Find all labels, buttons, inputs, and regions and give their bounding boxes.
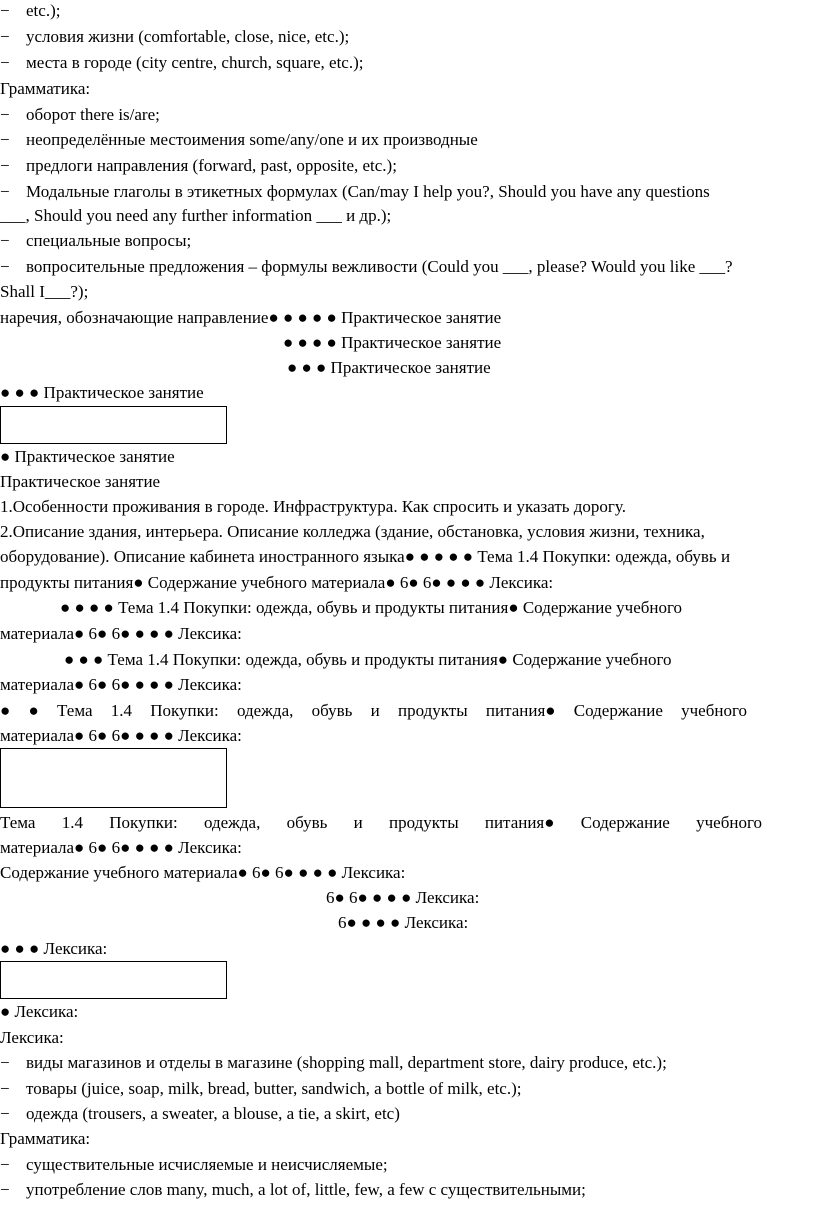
list-item [0, 27, 816, 47]
list-item [0, 105, 816, 125]
text-line: 6● 6● ● ● ● Лексика: [326, 888, 480, 907]
line-text: вопросительные предложения – формулы вежливости (Could you ___, please? Would you like ___? [26, 257, 733, 276]
list-item [0, 1053, 816, 1073]
line-text: одежда (trousers, a sweater, a blouse, a tie, a skirt, etc) [26, 1104, 400, 1123]
dash-marker: − [0, 53, 10, 72]
dash-marker: − [0, 1180, 10, 1199]
list-item [0, 130, 816, 150]
line-text: употребление слов many, much, a lot of, little, few, a few с существительными; [26, 1180, 586, 1199]
dash-marker: − [0, 231, 10, 250]
dash-marker: − [0, 1155, 10, 1174]
text-line: ___, Should you need any further information ___ и др.); [0, 206, 392, 225]
line-text: виды магазинов и отделы в магазине (shopping mall, department store, dairy produce, etc.); [26, 1053, 667, 1072]
dash-marker: − [0, 130, 10, 149]
line-text: неопределённые местоимения some/any/one и их производные [26, 130, 478, 149]
list-item [0, 182, 816, 202]
section-heading: Грамматика: [0, 79, 91, 98]
text-line: материала● 6● 6● ● ● ● Лексика: [0, 624, 242, 643]
text-line: ● ● ● Лексика: [0, 939, 108, 958]
dash-marker: − [0, 1, 10, 20]
line-text: предлоги направления (forward, past, opposite, etc.); [26, 156, 397, 175]
text-line: ● Практическое занятие [0, 447, 175, 466]
text-line: оборудование). Описание кабинета иностранного языка● ● ● ● ● Тема 1.4 Покупки: одежда, обувь и [0, 547, 731, 566]
list-item [0, 1079, 816, 1099]
text-line: наречия, обозначающие направление● ● ● ● ● Практическое занятие [0, 308, 502, 327]
list-item [0, 1180, 816, 1200]
text-line: 2.Описание здания, интерьера. Описание колледжа (здание, обстановка, условия жизни, техника, [0, 522, 705, 541]
empty-frame [0, 406, 227, 444]
line-text: условия жизни (comfortable, close, nice, etc.); [26, 27, 350, 46]
empty-frame [0, 961, 227, 999]
text-line: ● ● ● ● Тема 1.4 Покупки: одежда, обувь и продукты питания● Содержание учебного [60, 598, 683, 617]
text-line: ● ● ● Тема 1.4 Покупки: одежда, обувь и продукты питания● Содержание учебного [64, 650, 672, 669]
text-line: Содержание учебного материала● 6● 6● ● ● ● Лексика: [0, 863, 406, 882]
text-line: продукты питания● Содержание учебного материала● 6● 6● ● ● ● Лексика: [0, 573, 554, 592]
dash-marker: − [0, 27, 10, 46]
list-item [0, 53, 816, 73]
dash-marker: − [0, 182, 10, 201]
dash-marker: − [0, 1079, 10, 1098]
text-line: ● Лексика: [0, 1002, 79, 1021]
text-line: Практическое занятие [0, 472, 161, 491]
list-item [0, 1104, 816, 1124]
section-heading: Грамматика: [0, 1129, 91, 1148]
dash-marker: − [0, 1104, 10, 1123]
list-item [0, 231, 816, 251]
line-text: существительные исчисляемые и неисчисляемые; [26, 1155, 388, 1174]
section-heading: Лексика: [0, 1028, 64, 1047]
text-line: материала● 6● 6● ● ● ● Лексика: [0, 838, 242, 857]
line-text: специальные вопросы; [26, 231, 192, 250]
line-text: места в городе (city centre, church, square, etc.); [26, 53, 364, 72]
list-item [0, 1, 816, 21]
text-line: ● ● ● ● Практическое занятие [283, 333, 502, 352]
dash-marker: − [0, 257, 10, 276]
line-text: товары (juice, soap, milk, bread, butter, sandwich, a bottle of milk, etc.); [26, 1079, 522, 1098]
text-line: Тема 1.4 Покупки: одежда, обувь и продукты питания● Содержание учебного [0, 813, 762, 832]
list-item [0, 257, 816, 277]
text-line: ● ● ● Практическое занятие [287, 358, 491, 377]
dash-marker: − [0, 156, 10, 175]
line-text: etc.); [26, 1, 61, 20]
text-line: 1.Особенности проживания в городе. Инфраструктура. Как спросить и указать дорогу. [0, 497, 626, 516]
text-line: ● ● Тема 1.4 Покупки: одежда, обувь и продукты питания● Содержание учебного [0, 701, 748, 720]
text-line: материала● 6● 6● ● ● ● Лексика: [0, 726, 242, 745]
line-text: оборот there is/are; [26, 105, 160, 124]
empty-frame [0, 748, 227, 808]
list-item [0, 1155, 816, 1175]
dash-marker: − [0, 105, 10, 124]
text-line: ● ● ● Практическое занятие [0, 383, 204, 402]
text-line: материала● 6● 6● ● ● ● Лексика: [0, 675, 242, 694]
text-line: Shall I___?); [0, 282, 89, 301]
dash-marker: − [0, 1053, 10, 1072]
list-item [0, 156, 816, 176]
line-text: Модальные глаголы в этикетных формулах (Can/may I help you?, Should you have any questions [26, 182, 710, 201]
text-line: 6● ● ● ● Лексика: [338, 913, 469, 932]
